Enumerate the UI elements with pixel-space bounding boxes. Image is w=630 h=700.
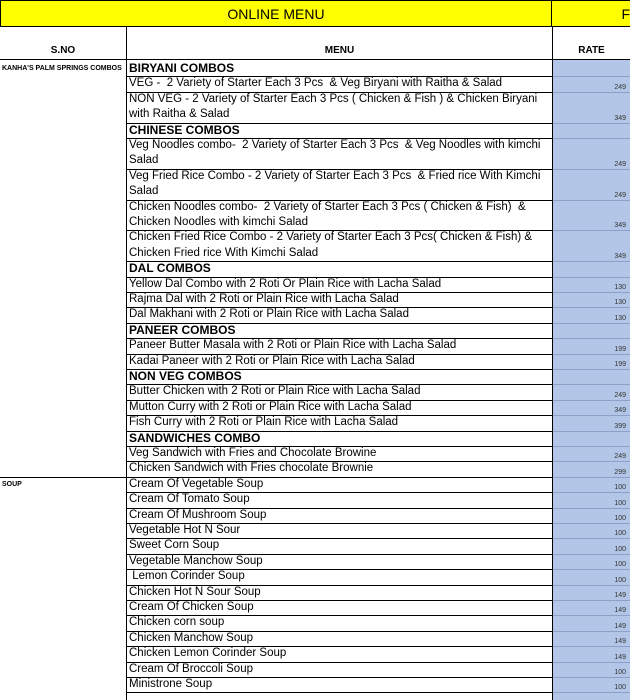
menu-item-cell: Butter Chicken with 2 Roti or Plain Rice with Lacha Salad	[129, 385, 421, 398]
header-rate-label: RATE	[578, 45, 605, 56]
table-row[interactable]	[0, 138, 630, 169]
table-row[interactable]	[0, 277, 630, 292]
menu-item-cell: Vegetable Manchow Soup	[129, 554, 263, 567]
rate-cell: 149	[614, 653, 626, 661]
menu-item-cell: Ministrone Soup	[129, 678, 213, 690]
table-row[interactable]	[0, 431, 630, 446]
header-menu[interactable]	[126, 27, 553, 60]
section-heading: CHINESE COMBOS	[129, 122, 240, 137]
header-sno[interactable]	[0, 27, 126, 60]
rate-cell: 100	[614, 514, 626, 522]
table-row[interactable]	[0, 585, 630, 600]
rate-cell: 130	[614, 314, 626, 322]
column-divider	[126, 27, 127, 700]
table-row[interactable]	[0, 646, 630, 661]
menu-item-cell: Veg Sandwich with Fries and Chocolate Browine	[129, 447, 377, 459]
rate-cell: 199	[614, 360, 626, 368]
table-row[interactable]	[0, 461, 630, 476]
table-row[interactable]	[0, 538, 630, 553]
table-row[interactable]	[0, 400, 630, 415]
rate-cell: 100	[614, 576, 626, 584]
menu-item-cell: Cream Of Mushroom Soup	[129, 508, 267, 521]
rate-cell: 249	[614, 83, 626, 91]
table-row[interactable]	[0, 415, 630, 430]
rate-cell: 249	[614, 453, 626, 461]
menu-item-cell: Chicken Lemon Corinder Soup	[129, 647, 287, 660]
menu-item-cell: Kadai Paneer with 2 Roti or Plain Rice with Lacha Salad	[129, 354, 415, 367]
menu-item-cell: Lemon Corinder Soup	[129, 570, 245, 583]
header-rate[interactable]	[553, 27, 630, 60]
section-heading: DAL COMBOS	[129, 261, 211, 276]
table-row[interactable]	[0, 492, 630, 507]
rate-cell: 349	[614, 253, 626, 261]
table-row[interactable]	[0, 446, 630, 461]
rate-cell: 100	[614, 668, 626, 676]
rate-cell: 249	[614, 391, 626, 399]
table-row[interactable]	[0, 200, 630, 231]
column-divider	[552, 27, 553, 700]
menu-item-cell: Chicken Fried Rice Combo - 2 Variety of Starter Each 3 Pcs( Chicken & Fish) & Chicken Fried rice With Kimchi Salad	[129, 231, 536, 259]
table-row[interactable]	[0, 261, 630, 276]
table-row[interactable]	[0, 600, 630, 615]
rate-cell: 149	[614, 638, 626, 646]
table-row[interactable]	[0, 61, 630, 76]
title-row	[0, 0, 630, 27]
menu-item-cell: VEG - 2 Variety of Starter Each 3 Pcs & Veg Biryani with Raitha & Salad	[129, 77, 503, 90]
menu-item-cell: Yellow Dal Combo with 2 Roti Or Plain Rice with Lacha Salad	[129, 277, 442, 290]
table-row[interactable]	[0, 307, 630, 322]
menu-item-cell: Veg Fried Rice Combo - 2 Variety of Starter Each 3 Pcs & Fried rice With Kimchi Salad	[129, 169, 544, 198]
menu-item-cell: NON VEG - 2 Variety of Starter Each 3 Pcs ( Chicken & Fish ) & Chicken Biryani with Raitha & Salad	[129, 92, 541, 121]
menu-item-cell: Mutton Curry with 2 Roti or Plain Rice with Lacha Salad	[129, 400, 412, 413]
menu-item-cell: Fish Curry with 2 Roti or Plain Rice with Lacha Salad	[129, 416, 399, 429]
table-row[interactable]	[0, 76, 630, 91]
menu-item-cell: Chicken corn soup	[129, 616, 225, 629]
section-heading: BIRYANI COMBOS	[129, 61, 235, 75]
menu-item-cell: Veg Noodles combo- 2 Variety of Starter Each 3 Pcs & Veg Noodles with kimchi Salad	[129, 139, 544, 167]
menu-item-cell: Chicken Noodles combo- 2 Variety of Starter Each 3 Pcs ( Chicken & Fish) & Chicken Noodles with kimchi Salad	[129, 200, 529, 228]
rate-cell: 130	[614, 283, 626, 291]
menu-item-cell: Vegetable Hot N Sour	[129, 524, 241, 536]
header-menu-label: MENU	[324, 45, 355, 56]
table-row[interactable]	[0, 554, 630, 569]
table-row[interactable]	[0, 477, 630, 492]
rate-cell: 349	[614, 222, 626, 230]
table-row[interactable]	[0, 123, 630, 138]
row-divider	[126, 692, 553, 693]
table-row[interactable]	[0, 523, 630, 538]
rate-cell: 100	[614, 530, 626, 538]
menu-item-cell: Paneer Butter Masala with 2 Roti or Plain Rice with Lacha Salad	[129, 339, 457, 352]
rate-cell: 399	[614, 422, 626, 430]
table-row[interactable]	[0, 615, 630, 630]
table-row[interactable]	[0, 662, 630, 677]
rate-cell: 249	[614, 191, 626, 199]
rate-cell: 199	[614, 345, 626, 353]
menu-item-cell: Chicken Hot N Sour Soup	[129, 585, 261, 598]
title-cut-cell[interactable]: F	[552, 0, 630, 27]
table-row[interactable]	[0, 508, 630, 523]
rate-cell: 100	[614, 499, 626, 507]
table-row[interactable]	[0, 384, 630, 399]
table-row[interactable]	[0, 92, 630, 123]
rate-cell: 299	[614, 468, 626, 476]
rate-row-divider	[553, 692, 630, 693]
table-row[interactable]	[0, 338, 630, 353]
menu-item-cell: Cream Of Chicken Soup	[129, 601, 254, 613]
rate-cell: 149	[614, 622, 626, 630]
header-sno-label: S.NO	[50, 45, 76, 56]
menu-item-cell: Cream Of Vegetable Soup	[129, 477, 264, 490]
rate-cell: 149	[614, 591, 626, 599]
rate-cell: 349	[614, 114, 626, 122]
menu-item-cell: Chicken Sandwich with Fries chocolate Brownie	[129, 462, 374, 475]
sno-cell: KANHA'S PALM SPRINGS COMBOS	[2, 65, 122, 72]
section-heading: NON VEG COMBOS	[129, 369, 242, 383]
rate-cell: 100	[614, 684, 626, 692]
menu-item-cell: Chicken Manchow Soup	[129, 631, 254, 644]
menu-item-cell: Cream Of Broccoli Soup	[129, 662, 253, 675]
sheet-title[interactable]: ONLINE MENU	[0, 0, 552, 27]
table-row[interactable]	[0, 631, 630, 646]
table-row[interactable]	[0, 369, 630, 384]
table-row[interactable]	[0, 230, 630, 261]
rate-cell: 100	[614, 484, 626, 492]
table-row[interactable]	[0, 569, 630, 584]
table-row[interactable]	[0, 677, 630, 692]
section-heading: PANEER COMBOS	[129, 322, 236, 337]
rate-cell: 130	[614, 299, 626, 307]
sno-cell: SOUP	[2, 480, 22, 488]
rate-cell: 349	[614, 407, 626, 415]
menu-item-cell: Sweet Corn Soup	[129, 539, 220, 552]
rate-cell: 100	[614, 545, 626, 553]
menu-item-cell: Rajma Dal with 2 Roti or Plain Rice with Lacha Salad	[129, 293, 399, 305]
table-row[interactable]	[0, 169, 630, 200]
menu-item-cell: Cream Of Tomato Soup	[129, 493, 250, 506]
section-heading: SANDWICHES COMBO	[129, 430, 261, 445]
table-row[interactable]	[0, 323, 630, 338]
rate-cell: 249	[614, 160, 626, 168]
rate-cell: 100	[614, 561, 626, 569]
menu-item-cell: Dal Makhani with 2 Roti or Plain Rice with Lacha Salad	[129, 308, 409, 321]
rate-cell: 149	[614, 607, 626, 615]
table-row[interactable]	[0, 354, 630, 369]
table-row[interactable]	[0, 292, 630, 307]
